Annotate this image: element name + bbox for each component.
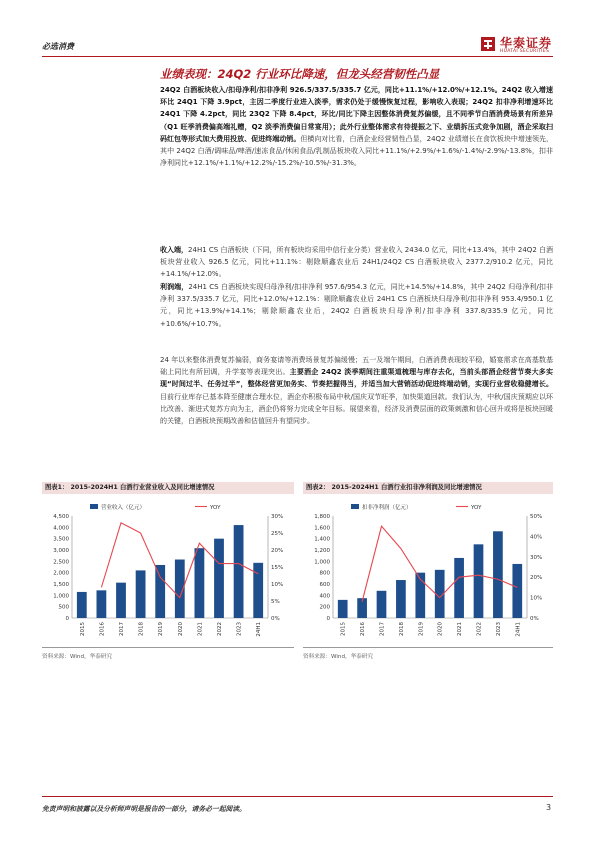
chart2-xtick: 2019 xyxy=(418,622,425,636)
chart2-xtick: 2022 xyxy=(476,622,483,636)
chart2-xtick: 2015 xyxy=(340,622,347,636)
paragraph-revenue-lead: 收入端， xyxy=(160,246,189,254)
chart1-bar xyxy=(116,583,126,618)
chart1-bar xyxy=(214,539,224,618)
figure2-caption xyxy=(303,482,553,494)
chart2-ytick-left: 1,200 xyxy=(314,548,330,554)
paragraph-outlook-c: 目前行业库存已基本降至健康合理水位，酒企亦积极布局中秋/国庆双节旺季，加快渠道回款。我们认为，中秋/国庆预期应以环比改善、渐进式复苏方向为主，酒企仍将努力完成全年目标。展望来看，经济及消费层面的政策刺激和信心回升或将是板块回暖的关键，白酒板块预期改善和估值回升有望同步。 xyxy=(160,392,553,426)
chart1-xtick: 2019 xyxy=(158,622,165,636)
chart2-xtick: 2023 xyxy=(495,622,502,636)
brand-name-cn: 华泰证券 xyxy=(500,36,553,50)
chart1-ytick-left: 2,500 xyxy=(53,559,69,566)
figure2-source: 资料来源：Wind，华泰研究 xyxy=(303,654,373,660)
paragraph-outlook-b: 主要酒企 24Q2 淡季期间注重渠道梳理与库存去化，当前头部酒企经营节奏大多实现“时间过半、任务过半”，整体经营更加务实、节奏把握得当，并适当加大营销活动促进终端动销，实现行业营收稳健增长。 xyxy=(160,368,553,389)
page-number: 3 xyxy=(546,803,552,812)
section-title: 业绩表现：24Q2 行业环比降速，但龙头经营韧性凸显 xyxy=(160,67,440,81)
chart1-bar xyxy=(97,590,107,618)
chart2-ytick-left: 200 xyxy=(319,604,330,611)
figure2-chart xyxy=(303,500,553,646)
chart1-xtick: 2015 xyxy=(79,622,86,636)
figure2-bottom-rule xyxy=(303,647,553,648)
footer-disclaimer: 免责声明和披露以及分析师声明是报告的一部分，请务必一起阅读。 xyxy=(42,805,246,813)
chart2-bar xyxy=(454,558,464,618)
chart1-bar xyxy=(136,570,146,618)
figure2-label: 图表2： xyxy=(306,484,330,491)
chart1-ytick-left: 4,000 xyxy=(53,525,69,532)
chart1-ytick-right: 0% xyxy=(271,616,280,622)
header-divider xyxy=(42,56,553,57)
chart1-xtick: 2016 xyxy=(99,622,106,636)
chart1-ytick-left: 4,500 xyxy=(53,514,69,520)
chart2-xtick: 24H1 xyxy=(515,622,522,637)
chart2-ytick-right: 20% xyxy=(530,575,543,582)
chart1-xtick: 2022 xyxy=(217,622,223,636)
paragraph-profit-text: 24H1 CS 白酒板块实现归母净利/扣非净利 957.6/954.3 亿元，同比+14.5%/+14.8%，其中 24Q2 归母净利/扣非净利 337.5/335.7 亿元，同比+12.0%/+12.1%：剔除顺鑫农业后 24H1 CS 白酒板块归母净利/扣非净利 953.4/950.1 亿元，同比+13.9%/+14.1%；剔除顺鑫农业后，24Q2 白酒板块归母净利/扣非净利 337.8/335.9 亿元，同比+10.6%/+10.7%。 xyxy=(160,283,553,328)
chart1-ytick-right: 10% xyxy=(271,582,284,588)
figure1-label: 图表1： xyxy=(45,484,69,491)
chart1-bar xyxy=(195,548,205,618)
chart1-bar xyxy=(155,565,165,618)
figure2-title: 2015-2024H1 白酒行业扣非净利润及同比增速情况 xyxy=(331,484,482,491)
chart1-ytick-left: 500 xyxy=(58,604,69,611)
chart1-xtick: 2018 xyxy=(138,622,145,636)
chart2-ytick-right: 10% xyxy=(530,595,543,602)
chart2-legend-bar-label: 扣非净利润（亿元） xyxy=(362,505,412,511)
chart2-xtick: 2018 xyxy=(398,622,405,636)
chart1-ytick-left: 3,000 xyxy=(53,548,69,554)
chart2-ytick-right: 30% xyxy=(530,554,543,561)
figure1-title: 2015-2024H1 白酒行业营业收入及同比增速情况 xyxy=(70,484,215,491)
paragraph-outlook xyxy=(160,354,553,427)
figure1-caption xyxy=(42,482,294,494)
chart1-bar xyxy=(253,563,263,618)
chart2-ytick-left: 400 xyxy=(319,593,330,600)
footer-divider xyxy=(42,796,553,797)
chart2-ytick-right: 40% xyxy=(530,534,543,541)
chart1-ytick-right: 30% xyxy=(271,514,284,520)
chart2-ytick-left: 1,600 xyxy=(314,525,330,532)
chart2-ytick-left: 1,000 xyxy=(314,559,330,566)
chart1-xtick: 2017 xyxy=(119,622,125,636)
chart1-ytick-left: 3,500 xyxy=(53,536,69,543)
brand-name-en: HUATAI SECURITIES xyxy=(500,49,550,54)
chart2-ytick-left: 800 xyxy=(319,570,330,577)
chart1-ytick-right: 25% xyxy=(271,531,284,537)
figure1-chart xyxy=(42,500,294,646)
chart1-legend-bar-label: 营业收入（亿元） xyxy=(101,505,146,511)
chart2-ytick-left: 1,400 xyxy=(314,536,330,543)
chart1-xtick: 24H1 xyxy=(256,622,263,637)
chart1-xtick: 2020 xyxy=(177,622,184,636)
chart2-xtick: 2020 xyxy=(437,622,444,636)
brand-mark-icon xyxy=(480,36,496,52)
chart2-ytick-left: 1,800 xyxy=(314,514,330,520)
chart1-legend-bar-swatch xyxy=(90,504,98,509)
chart2-ytick-left: 0 xyxy=(326,616,330,622)
chart1-ytick-left: 2,000 xyxy=(53,570,69,577)
section-label: 必选消费 xyxy=(42,42,74,51)
chart2-xtick: 2021 xyxy=(457,622,464,636)
paragraph-outlook-a: 24 年以来整体消费复苏偏弱，商务宴请等消费场景复苏偏缓慢；五一及端午期间，白酒消费表现较平稳，婚宴需求在高基数基础上同比有所回调，升学宴等表现突出。 xyxy=(160,356,553,377)
paragraph-performance-lead: 24Q2 白酒板块收入/扣母净利/扣非净利 926.5/337.5/335.7 亿元，同比+11.1%/+12.0%/+12.1%。24Q2 收入增速环比 24Q1 下降 3.9pct，主因二季度行业进入淡季，需求仍处于缓慢恢复过程，影响收入表现；24Q2 扣非净利增速环比 24Q1 下降 4.2pct，同比 23Q2 下降 8.4pct，环比/同比下降主因整体消费复苏偏缓，且不同季节白酒消费场景有所差异（Q1 旺季消费偏高端礼赠，Q2 淡季消费偏日常宴用）；此外行业整体需求有待提振之下、业绩拆压式竞争加剧，酒企采取扫码红包等形式加大费用投放、促进终端动销。 xyxy=(160,86,553,143)
paragraph-profit-lead: 利润端， xyxy=(160,283,189,291)
chart2-bar xyxy=(377,591,387,618)
paragraph-performance xyxy=(160,84,553,169)
chart2-bar xyxy=(396,580,406,618)
chart2-bar xyxy=(512,564,522,618)
chart1-legend-line-label: YOY xyxy=(210,505,221,511)
chart2-bar xyxy=(474,544,484,618)
chart2-xtick: 2017 xyxy=(379,622,386,636)
chart1-ytick-right: 20% xyxy=(271,548,284,554)
chart2-ytick-right: 50% xyxy=(530,514,543,520)
chart2-xtick: 2016 xyxy=(360,622,367,636)
chart1-ytick-left: 1,500 xyxy=(53,582,69,588)
figure1-source: 资料来源：Wind，华泰研究 xyxy=(42,654,112,660)
chart1-xtick: 2023 xyxy=(236,622,243,636)
chart2-bar xyxy=(338,600,348,618)
paragraph-profit xyxy=(160,281,553,330)
paragraph-performance-rest: 但横向对比看，白酒企业经营韧性凸显，24Q2 业绩增长在食饮板块中增速领先，其中 24Q2 白酒/调味品/啤酒/速冻食品/休闲食品/乳制品板块收入同比+11.1%/+2.9%/+1.6%/-1.4%/-2.9%/-13.8%，扣非净利同比+12.1%/+1.1%/+12.2%/-15.2%/-10.5%/-31.3%。 xyxy=(160,134,553,168)
chart1-ytick-right: 15% xyxy=(271,565,284,571)
chart1-xtick: 2021 xyxy=(197,622,204,636)
paragraph-revenue xyxy=(160,244,553,281)
chart1-ytick-left: 1,000 xyxy=(53,593,69,600)
figure1-bottom-rule xyxy=(42,647,294,648)
chart1-bar xyxy=(234,525,244,618)
chart1-bar xyxy=(77,592,87,618)
chart1-ytick-right: 5% xyxy=(271,599,280,605)
paragraph-revenue-text: 24H1 CS 白酒板块（下同，所有板块均采用中信行业分类）营业收入 2434.0 亿元，同比+13.4%，其中 24Q2 白酒板块营业收入 926.5 亿元，同比+11.1%：剔除顺鑫农业后 24H1/24Q2 CS 白酒板块收入 2377.2/910.2 亿元，同比+14.1%/+12.0%。 xyxy=(160,246,554,279)
chart2-legend-line-label: YOY xyxy=(471,505,482,511)
chart2-ytick-right: 0% xyxy=(530,616,539,622)
brand-logo xyxy=(480,34,558,56)
chart1-ytick-left: 0 xyxy=(65,616,69,622)
chart2-bar xyxy=(493,531,503,618)
chart2-ytick-left: 600 xyxy=(319,582,330,588)
chart2-legend-bar-swatch xyxy=(351,504,359,509)
